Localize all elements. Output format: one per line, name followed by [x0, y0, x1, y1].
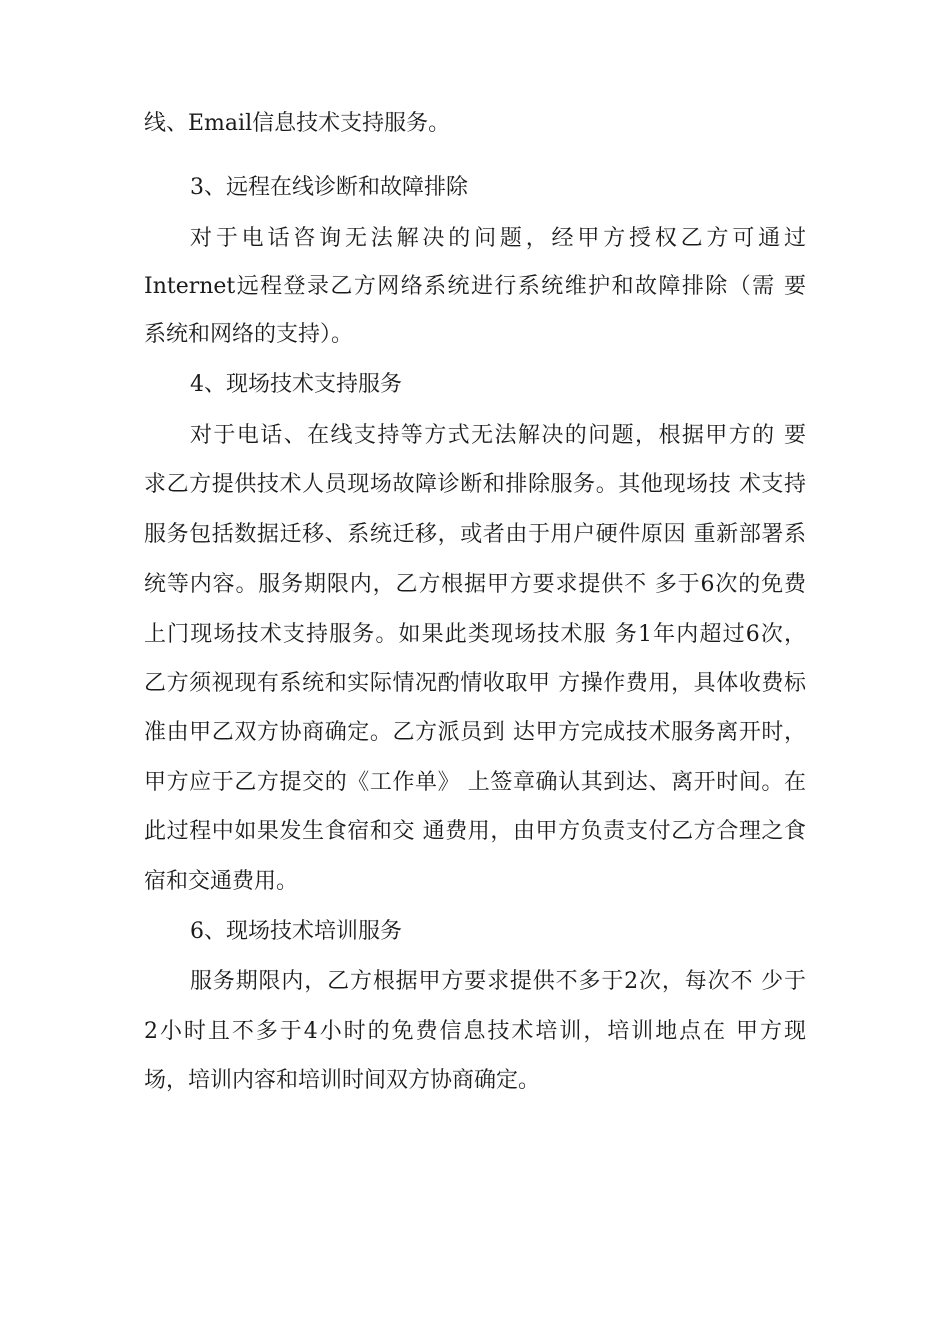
text-line: 2小时且不多于4小时的免费信息技术培训，培训地点在 甲方现 [144, 1019, 806, 1044]
text-line: 服务包括数据迁移、系统迁移，或者由于用户硬件原因 重新部署系 [144, 522, 806, 547]
text-line: 服务期限内，乙方根据甲方要求提供不多于2次，每次不 少于 [190, 969, 806, 994]
text-line: Internet远程登录乙方网络系统进行系统维护和故障排除（需 要 [144, 274, 806, 299]
text-line: 准由甲乙双方协商确定。乙方派员到 达甲方完成技术服务离开时， [144, 720, 806, 745]
text-line: 此过程中如果发生食宿和交 通费用，由甲方负责支付乙方合理之食 [144, 819, 806, 844]
section-heading: 6、现场技术培训服务 [190, 919, 402, 944]
text-line: 乙方须视现有系统和实际情况酌情收取甲 方操作费用，具体收费标 [144, 671, 806, 696]
text-line: 对于电话、在线支持等方式无法解决的问题，根据甲方的 要 [190, 423, 806, 448]
text-line: 场，培训内容和培训时间双方协商确定。 [144, 1068, 541, 1093]
text-line: 上门现场技术支持服务。如果此类现场技术服 务1年内超过6次， [144, 622, 806, 647]
section-heading: 4、现场技术支持服务 [190, 372, 402, 397]
section-heading: 3、远程在线诊断和故障排除 [190, 175, 468, 200]
text-line: 甲方应于乙方提交的《工作单》 上签章确认其到达、离开时间。在 [144, 770, 806, 795]
text-line: 宿和交通费用。 [144, 869, 299, 894]
text-line: 统等内容。服务期限内，乙方根据甲方要求提供不 多于6次的免费 [144, 572, 806, 597]
text-line: 求乙方提供技术人员现场故障诊断和排除服务。其他现场技 术支持 [144, 472, 806, 497]
text-line: 线、Email信息技术支持服务。 [144, 111, 451, 136]
text-line: 系统和网络的支持）。 [144, 322, 354, 347]
text-line: 对于电话咨询无法解决的问题，经甲方授权乙方可通过 [190, 226, 806, 251]
